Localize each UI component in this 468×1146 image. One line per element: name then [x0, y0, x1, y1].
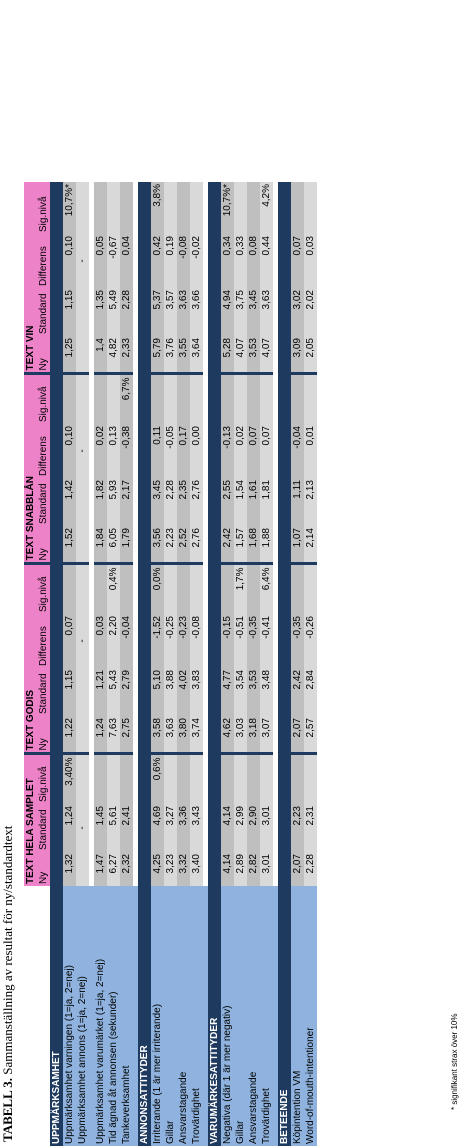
table-cell: 2,42: [221, 526, 234, 564]
table-cell: 5,49: [107, 288, 120, 336]
table-cell: 2,14: [304, 526, 317, 564]
section-title: UPPMÄRKSAMHET: [50, 886, 63, 1146]
table-cell: [107, 754, 120, 804]
table-cell: [120, 182, 133, 234]
table-cell: -: [76, 614, 89, 668]
table-cell: 1,88: [260, 526, 273, 564]
table-cell: 1,7%: [234, 564, 247, 614]
table-cell: -0,04: [291, 424, 304, 478]
table-cell: 3,40%: [63, 754, 76, 804]
table-cell: [304, 374, 317, 424]
table-cell: [247, 182, 260, 234]
table-cell: 1,57: [234, 526, 247, 564]
table-cell: [221, 754, 234, 804]
subheader: Differens: [37, 234, 50, 288]
group-header-row: [24, 182, 37, 1146]
table-cell: 3,80: [177, 716, 190, 754]
table-row: [291, 182, 304, 1146]
table-cell: 2,82: [247, 852, 260, 886]
row-label: Uppmärksamhet varningen (1=ja, 2=nej): [63, 886, 76, 1146]
table-cell: 3,56: [151, 526, 164, 564]
section-row: [138, 182, 151, 1146]
table-cell: 0,07: [247, 424, 260, 478]
table-cell: 0,07: [63, 614, 76, 668]
subheader: Ny: [37, 852, 50, 886]
table-cell: [291, 374, 304, 424]
table-cell: 2,07: [291, 716, 304, 754]
table-cell: 2,42: [291, 668, 304, 716]
table-cell: -0,38: [120, 424, 133, 478]
table-cell: [164, 564, 177, 614]
table-cell: 0,07: [291, 234, 304, 288]
table-cell: 2,05: [304, 336, 317, 374]
table-cell: [164, 374, 177, 424]
section-title: BETEENDE: [278, 886, 291, 1146]
table-cell: 2,23: [291, 804, 304, 852]
table-cell: 3,88: [164, 668, 177, 716]
table-cell: [190, 374, 203, 424]
table-cell: -0,25: [164, 614, 177, 668]
table-cell: [151, 374, 164, 424]
table-cell: 5,10: [151, 668, 164, 716]
table-cell: 5,43: [107, 668, 120, 716]
table-cell: 3,48: [260, 668, 273, 716]
table-cell: 2,17: [120, 478, 133, 526]
table-cell: 0,03: [304, 234, 317, 288]
table-cell: [76, 716, 89, 754]
table-cell: 1,54: [234, 478, 247, 526]
table-cell: 1,25: [63, 336, 76, 374]
table-cell: 2,31: [304, 804, 317, 852]
table-row: [177, 182, 190, 1146]
table-cell: 2,99: [234, 804, 247, 852]
table-cell: 2,23: [164, 526, 177, 564]
table-cell: [76, 526, 89, 564]
table-cell: 0,04: [120, 234, 133, 288]
subheader: Standard: [37, 478, 50, 526]
table-cell: [120, 754, 133, 804]
table-cell: 3,36: [177, 804, 190, 852]
table-cell: 0,17: [177, 424, 190, 478]
table-cell: 1,4: [94, 336, 107, 374]
table-cell: 0,02: [234, 424, 247, 478]
table-cell: 6,4%: [260, 564, 273, 614]
table-cell: 2,76: [190, 478, 203, 526]
table-cell: [291, 564, 304, 614]
table-row: [151, 182, 164, 1146]
subheader: Standard: [37, 804, 50, 852]
table-cell: 2,35: [177, 478, 190, 526]
table-cell: 1,07: [291, 526, 304, 564]
table-cell: 0,02: [94, 424, 107, 478]
table-cell: [304, 182, 317, 234]
table-cell: [94, 182, 107, 234]
table-cell: 0,0%: [151, 564, 164, 614]
table-cell: 0,10: [63, 234, 76, 288]
table-cell: -: [76, 804, 89, 852]
table-cell: [76, 288, 89, 336]
table-cell: 2,79: [120, 668, 133, 716]
subheader: Ny: [37, 336, 50, 374]
table-cell: 3,01: [260, 804, 273, 852]
table-cell: 2,84: [304, 668, 317, 716]
table-row: [260, 182, 273, 1146]
table-cell: 3,58: [151, 716, 164, 754]
table-cell: -0,67: [107, 234, 120, 288]
table-cell: 0,4%: [107, 564, 120, 614]
table-cell: [177, 374, 190, 424]
table-cell: 2,57: [304, 716, 317, 754]
table-row: [234, 182, 247, 1146]
table-row: [247, 182, 260, 1146]
table-cell: [107, 182, 120, 234]
table-cell: 2,02: [304, 288, 317, 336]
table-cell: 3,8%: [151, 182, 164, 234]
table-cell: -: [76, 424, 89, 478]
row-label: Trovärdighet: [260, 886, 273, 1146]
table-cell: [76, 852, 89, 886]
row-label: Uppmärksamhet annons (1=ja, 2=nej): [76, 886, 89, 1146]
caption-prefix: TABELL 3.: [0, 1077, 15, 1142]
table-cell: 1,84: [94, 526, 107, 564]
subheader-row: [37, 182, 50, 1146]
table-cell: [164, 182, 177, 234]
table-cell: 1,24: [63, 804, 76, 852]
table-cell: 2,32: [120, 852, 133, 886]
table-cell: [234, 182, 247, 234]
table-cell: [247, 564, 260, 614]
table-cell: 4,94: [221, 288, 234, 336]
table-cell: 3,43: [190, 804, 203, 852]
table-cell: 0,34: [221, 234, 234, 288]
table-cell: 6,27: [107, 852, 120, 886]
row-label: Tankeverksamhet: [120, 886, 133, 1146]
table-cell: -0,08: [190, 614, 203, 668]
table-cell: 1,68: [247, 526, 260, 564]
table-cell: 2,76: [190, 526, 203, 564]
table-cell: 10,7%*: [221, 182, 234, 234]
table-cell: -0,15: [221, 614, 234, 668]
table-cell: [190, 182, 203, 234]
table-cell: 5,28: [221, 336, 234, 374]
table-cell: 3,53: [247, 668, 260, 716]
table-cell: 3,55: [177, 336, 190, 374]
table-row: [107, 182, 120, 1146]
subheader: Ny: [37, 526, 50, 564]
group-godis: TEXT GODIS: [24, 564, 37, 754]
table-cell: [63, 564, 76, 614]
table-cell: 3,45: [151, 478, 164, 526]
table-cell: 0,08: [247, 234, 260, 288]
table-cell: 0,13: [107, 424, 120, 478]
row-label: Word-of-mouth-intentioner: [304, 886, 317, 1146]
table-cell: 3,66: [190, 288, 203, 336]
table-cell: 1,15: [63, 668, 76, 716]
table-cell: -0,23: [177, 614, 190, 668]
table-row: [164, 182, 177, 1146]
table-cell: 1,45: [94, 804, 107, 852]
table-cell: -0,26: [304, 614, 317, 668]
table-cell: 3,18: [247, 716, 260, 754]
table-row: [76, 182, 89, 1146]
table-cell: 3,32: [177, 852, 190, 886]
table-cell: [221, 374, 234, 424]
table-cell: -0,13: [221, 424, 234, 478]
subheader: Sig.nivå: [37, 374, 50, 424]
table-cell: -0,08: [177, 234, 190, 288]
table-row: [94, 182, 107, 1146]
table-cell: 7,63: [107, 716, 120, 754]
section-row: [208, 182, 221, 1146]
table-cell: 3,63: [164, 716, 177, 754]
table-cell: 4,82: [107, 336, 120, 374]
table-cell: 2,90: [247, 804, 260, 852]
table-cell: [76, 182, 89, 234]
table-cell: -1,52: [151, 614, 164, 668]
subheader: Sig.nivå: [37, 754, 50, 804]
table-cell: [94, 754, 107, 804]
table-cell: -0,51: [234, 614, 247, 668]
table-cell: 0,05: [94, 234, 107, 288]
table-cell: 3,63: [177, 288, 190, 336]
subheader: Differens: [37, 424, 50, 478]
table-cell: 0,03: [94, 614, 107, 668]
table-cell: 0,00: [190, 424, 203, 478]
subheader: Differens: [37, 614, 50, 668]
table-cell: [291, 182, 304, 234]
row-label: Ansvarstagande: [177, 886, 190, 1146]
subheader: Standard: [37, 668, 50, 716]
row-label: Tid ägnad åt annonsen (sekunder): [107, 886, 120, 1146]
row-label: Negativa (där 1 är mer negativ): [221, 886, 234, 1146]
table-cell: 0,6%: [151, 754, 164, 804]
table-cell: -: [76, 234, 89, 288]
table-cell: 3,75: [234, 288, 247, 336]
table-cell: [260, 374, 273, 424]
table-cell: 2,20: [107, 614, 120, 668]
table-cell: 0,01: [304, 424, 317, 478]
section-row: [50, 182, 63, 1146]
table-cell: 2,28: [164, 478, 177, 526]
section-title: ANNONSATTITYDER: [138, 886, 151, 1146]
table-cell: 3,01: [260, 852, 273, 886]
table-row: [304, 182, 317, 1146]
table-cell: 5,61: [107, 804, 120, 852]
table-cell: [120, 564, 133, 614]
table-cell: [177, 754, 190, 804]
table-cell: 1,22: [63, 716, 76, 754]
table-row: [63, 182, 76, 1146]
table-cell: 1,35: [94, 288, 107, 336]
table-cell: [190, 564, 203, 614]
table-cell: [107, 374, 120, 424]
table-cell: 1,79: [120, 526, 133, 564]
table-cell: 2,33: [120, 336, 133, 374]
subheader: Ny: [37, 716, 50, 754]
table-cell: [164, 754, 177, 804]
table-cell: 3,54: [234, 668, 247, 716]
table-cell: 6,7%: [120, 374, 133, 424]
table-cell: 2,41: [120, 804, 133, 852]
group-vin: TEXT VIN: [24, 182, 37, 374]
table-cell: 4,14: [221, 852, 234, 886]
table-cell: 5,93: [107, 478, 120, 526]
table-cell: 1,81: [260, 478, 273, 526]
table-cell: [260, 754, 273, 804]
table-row: [190, 182, 203, 1146]
table-cell: 5,79: [151, 336, 164, 374]
caption-text: Sammanställning av resultat för ny/standardtext: [0, 825, 15, 1078]
table-cell: [304, 754, 317, 804]
row-label: Köpintention VM: [291, 886, 304, 1146]
row-label: Uppmärksamhet varumärket (1=ja, 2=nej): [94, 886, 107, 1146]
table-cell: [177, 564, 190, 614]
table-cell: [190, 754, 203, 804]
table-cell: [234, 754, 247, 804]
section-title: VARUMÄRKESATTITYDER: [208, 886, 221, 1146]
table-cell: 0,42: [151, 234, 164, 288]
table-cell: [221, 564, 234, 614]
table-cell: 4,77: [221, 668, 234, 716]
row-label: Gillar: [234, 886, 247, 1146]
table-cell: [76, 754, 89, 804]
table-cell: 4,25: [151, 852, 164, 886]
table-cell: [76, 668, 89, 716]
table-cell: 3,64: [190, 336, 203, 374]
table-caption: [0, 826, 16, 1142]
table-cell: -0,41: [260, 614, 273, 668]
table-cell: 1,24: [94, 716, 107, 754]
table-cell: 3,23: [164, 852, 177, 886]
table-cell: 0,10: [63, 424, 76, 478]
table-cell: [76, 478, 89, 526]
table-cell: 3,83: [190, 668, 203, 716]
table-cell: 1,42: [63, 478, 76, 526]
subheader: Standard: [37, 288, 50, 336]
table-cell: 3,07: [260, 716, 273, 754]
table-cell: -0,02: [190, 234, 203, 288]
table-cell: 3,63: [260, 288, 273, 336]
table-cell: [76, 564, 89, 614]
table-cell: 4,02: [177, 668, 190, 716]
table-cell: [304, 564, 317, 614]
table-cell: 2,55: [221, 478, 234, 526]
table-cell: 3,57: [164, 288, 177, 336]
table-cell: 4,69: [151, 804, 164, 852]
table-cell: 2,07: [291, 852, 304, 886]
table-cell: 1,11: [291, 478, 304, 526]
table-cell: 0,33: [234, 234, 247, 288]
table-cell: 3,40: [190, 852, 203, 886]
table-cell: 2,13: [304, 478, 317, 526]
table-cell: [94, 374, 107, 424]
table-cell: -0,35: [291, 614, 304, 668]
table-cell: 3,02: [291, 288, 304, 336]
group-hela: TEXT HELA SAMPLET: [24, 754, 37, 886]
table-cell: [291, 754, 304, 804]
row-label: Irriterande (1 är mer irriterande): [151, 886, 164, 1146]
table-cell: 2,28: [120, 288, 133, 336]
table-cell: -0,05: [164, 424, 177, 478]
table-cell: 3,53: [247, 336, 260, 374]
subheader: Sig.nivå: [37, 182, 50, 234]
table-cell: 5,37: [151, 288, 164, 336]
table-cell: 1,82: [94, 478, 107, 526]
row-label: Trovärdighet: [190, 886, 203, 1146]
table-cell: -0,04: [120, 614, 133, 668]
table-cell: 4,14: [221, 804, 234, 852]
table-cell: 2,28: [304, 852, 317, 886]
table-cell: 0,19: [164, 234, 177, 288]
group-snabblan: TEXT SNABBLÅN: [24, 374, 37, 564]
table-cell: 3,27: [164, 804, 177, 852]
table-cell: [177, 182, 190, 234]
table-cell: [94, 564, 107, 614]
table-cell: 4,2%: [260, 182, 273, 234]
table-cell: 1,47: [94, 852, 107, 886]
table-cell: 4,07: [234, 336, 247, 374]
table-cell: 0,44: [260, 234, 273, 288]
table-cell: [247, 374, 260, 424]
table-row: [221, 182, 234, 1146]
results-table: [24, 182, 317, 1146]
row-label: Ansvarstagande: [247, 886, 260, 1146]
table-cell: 6,05: [107, 526, 120, 564]
row-label: Gillar: [164, 886, 177, 1146]
table-cell: 1,52: [63, 526, 76, 564]
table-cell: 3,76: [164, 336, 177, 374]
table-cell: 1,61: [247, 478, 260, 526]
table-cell: 4,07: [260, 336, 273, 374]
table-cell: 4,62: [221, 716, 234, 754]
table-cell: 0,11: [151, 424, 164, 478]
table-cell: [76, 374, 89, 424]
table-cell: 2,75: [120, 716, 133, 754]
table-cell: 2,52: [177, 526, 190, 564]
table-cell: 1,21: [94, 668, 107, 716]
table-cell: 1,15: [63, 288, 76, 336]
section-row: [278, 182, 291, 1146]
table-cell: 3,45: [247, 288, 260, 336]
table-cell: 3,03: [234, 716, 247, 754]
table-cell: [234, 374, 247, 424]
table-cell: 3,74: [190, 716, 203, 754]
table-cell: 3,09: [291, 336, 304, 374]
table-cell: [76, 336, 89, 374]
table-cell: 1,32: [63, 852, 76, 886]
table-cell: -0,35: [247, 614, 260, 668]
table-cell: [247, 754, 260, 804]
table-cell: 0,07: [260, 424, 273, 478]
table-row: [120, 182, 133, 1146]
footnote: * signifikant strax över 10%: [450, 1013, 459, 1110]
table-cell: 2,89: [234, 852, 247, 886]
table-cell: 10,7%*: [63, 182, 76, 234]
table-cell: [63, 374, 76, 424]
subheader: Sig.nivå: [37, 564, 50, 614]
